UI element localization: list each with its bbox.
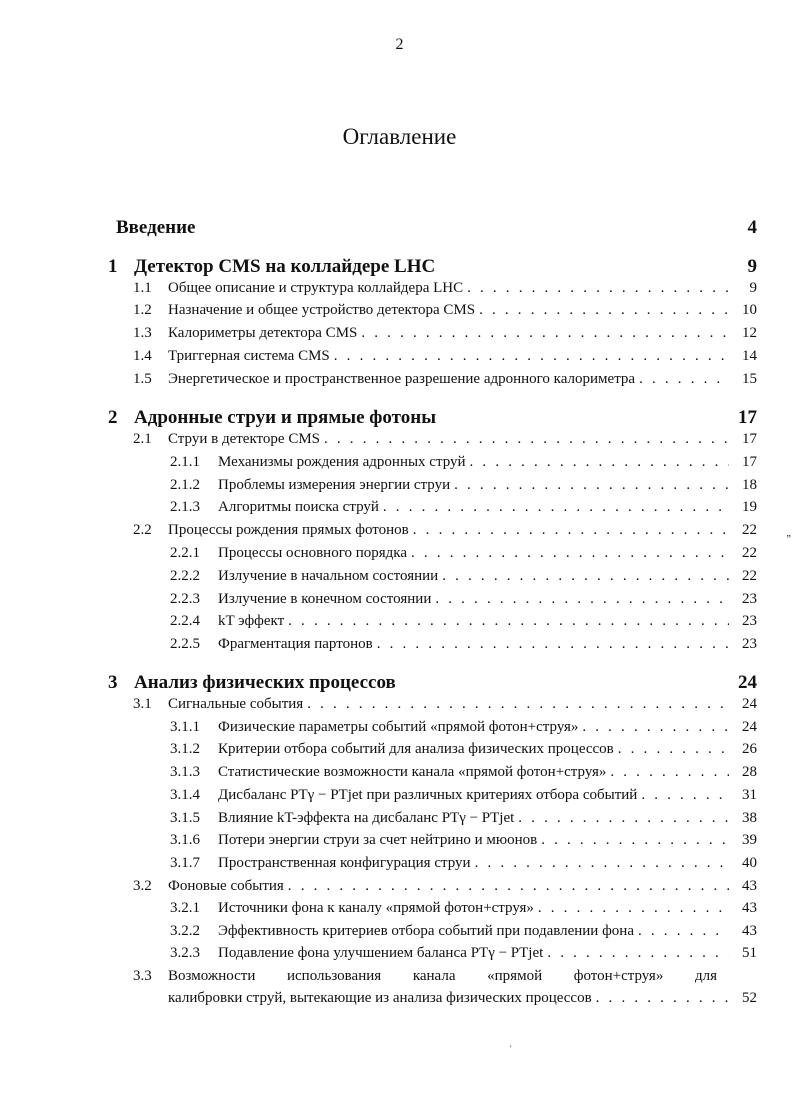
section-page: 26 <box>742 741 757 757</box>
dot-leader <box>475 855 729 872</box>
section-number: 2.2 <box>133 522 152 538</box>
section-page: 22 <box>742 545 757 561</box>
toc-chapter-1[interactable] <box>108 256 757 278</box>
toc-subsection[interactable] <box>170 741 757 763</box>
chapter-page: 24 <box>738 672 757 693</box>
section-number: 2.1.2 <box>170 477 200 493</box>
dot-leader <box>541 832 729 849</box>
section-page: 19 <box>742 499 757 515</box>
section-title: Потери энергии струи за счет нейтрино и мюонов <box>218 832 538 848</box>
chapter-number: 3 <box>108 672 118 693</box>
chapter-title: Адронные струи и прямые фотоны <box>134 407 437 428</box>
section-title: Фрагментация партонов <box>218 636 373 652</box>
section-number: 3.1.3 <box>170 764 200 780</box>
section-page: 14 <box>742 348 757 364</box>
section-title: Назначение и общее устройство детектора CMS <box>168 302 476 318</box>
dot-leader <box>639 371 729 388</box>
toc-chapter-2[interactable] <box>108 407 757 429</box>
section-page: 22 <box>742 522 757 538</box>
section-number: 1.5 <box>133 371 152 387</box>
toc-entry-page: 4 <box>747 217 757 238</box>
section-title: Процессы основного порядка <box>218 545 408 561</box>
dot-leader <box>307 696 729 713</box>
section-page: 31 <box>742 787 757 803</box>
section-page: 17 <box>742 454 757 470</box>
chapter-title: Анализ физических процессов <box>134 672 396 693</box>
section-number: 1.1 <box>133 280 152 296</box>
toc-section[interactable] <box>133 696 757 718</box>
section-title: Сигнальные события <box>168 696 304 712</box>
section-number: 3.2.2 <box>170 923 200 939</box>
section-number: 2.2.1 <box>170 545 200 561</box>
dot-leader <box>467 280 729 297</box>
dot-leader <box>334 348 729 365</box>
toc-section-continuation[interactable] <box>168 990 757 1012</box>
toc-subsection[interactable] <box>170 454 757 476</box>
section-number: 3.1.2 <box>170 741 200 757</box>
dot-leader <box>610 764 729 781</box>
section-number: 1.4 <box>133 348 152 364</box>
section-number: 3.1.7 <box>170 855 200 871</box>
toc-subsection[interactable] <box>170 719 757 741</box>
section-title: Фоновые события <box>168 878 284 894</box>
section-title: Проблемы измерения энергии струи <box>218 477 451 493</box>
section-number: 3.3 <box>133 968 152 984</box>
section-number: 1.2 <box>133 302 152 318</box>
section-title: Возможности использования канала «прямой фотон+струя» для <box>168 968 717 984</box>
section-number: 3.1 <box>133 696 152 712</box>
section-page: 12 <box>742 325 757 341</box>
section-page: 43 <box>742 878 757 894</box>
toc-section[interactable] <box>133 325 757 347</box>
section-title: Излучение в конечном состоянии <box>218 591 432 607</box>
section-title: Триггерная система CMS <box>168 348 330 364</box>
section-title: Критерии отбора событий для анализа физических процессов <box>218 741 614 757</box>
section-number: 3.1.1 <box>170 719 200 735</box>
section-number: 3.2.1 <box>170 900 200 916</box>
section-page: 15 <box>742 371 757 387</box>
dot-leader <box>324 431 729 448</box>
section-page: 39 <box>742 832 757 848</box>
section-title: Подавление фона улучшением баланса PTγ − PTjet <box>218 945 544 961</box>
toc-subsection[interactable] <box>170 477 757 499</box>
section-page: 17 <box>742 431 757 447</box>
dot-leader <box>288 613 729 630</box>
dot-leader <box>518 810 729 827</box>
toc-subsection[interactable] <box>170 810 757 832</box>
dot-leader <box>582 719 729 736</box>
section-page: 28 <box>742 764 757 780</box>
dot-leader <box>538 900 729 917</box>
toc-section[interactable] <box>133 522 757 544</box>
dot-leader <box>618 741 729 758</box>
section-title: Статистические возможности канала «прямой фотон+струя» <box>218 764 607 780</box>
section-title: Энергетическое и пространственное разрешение адронного калориметра <box>168 371 636 387</box>
section-page: 22 <box>742 568 757 584</box>
toc-subsection[interactable] <box>170 568 757 590</box>
section-number: 3.1.5 <box>170 810 200 826</box>
toc-subsection[interactable] <box>170 787 757 809</box>
dot-leader <box>547 945 729 962</box>
section-page: 52 <box>742 990 757 1006</box>
section-page: 43 <box>742 900 757 916</box>
section-page: 23 <box>742 636 757 652</box>
page-number: 2 <box>395 36 404 53</box>
section-number: 2.1.3 <box>170 499 200 515</box>
dot-leader <box>377 636 729 653</box>
section-number: 2.2.5 <box>170 636 200 652</box>
section-title: Эффективность критериев отбора событий при подавлении фона <box>218 923 634 939</box>
dot-leader <box>413 522 729 539</box>
toc-subsection[interactable] <box>170 499 757 521</box>
section-number: 2.1 <box>133 431 152 447</box>
chapter-page: 17 <box>738 407 757 428</box>
section-number: 3.1.4 <box>170 787 200 803</box>
section-title-continuation: калибровки струй, вытекающие из анализа физических процессов <box>168 990 592 1006</box>
section-page: 9 <box>749 280 757 296</box>
section-page: 24 <box>742 696 757 712</box>
toc-subsection[interactable] <box>170 923 757 945</box>
toc-section[interactable] <box>133 302 757 324</box>
section-number: 3.1.6 <box>170 832 200 848</box>
section-title: Струи в детекторе CMS <box>168 431 320 447</box>
scan-mark: ' <box>510 1044 512 1053</box>
toc-subsection[interactable] <box>170 945 757 967</box>
section-title: Влияние kT-эффекта на дисбаланс PTγ − PTjet <box>218 810 515 826</box>
toc-intro[interactable] <box>116 217 757 239</box>
section-page: 18 <box>742 477 757 493</box>
dot-leader <box>361 325 729 342</box>
section-title: Пространственная конфигурация струи <box>218 855 471 871</box>
toc-subsection[interactable] <box>170 636 757 658</box>
toc-section[interactable] <box>133 348 757 370</box>
section-title: Физические параметры событий «прямой фотон+струя» <box>218 719 579 735</box>
chapter-number: 1 <box>108 256 118 277</box>
section-number: 3.2.3 <box>170 945 200 961</box>
section-title: Алгоритмы поиска струй <box>218 499 379 515</box>
dot-leader <box>288 878 729 895</box>
dot-leader <box>596 990 729 1007</box>
section-page: 38 <box>742 810 757 826</box>
chapter-number: 2 <box>108 407 118 428</box>
toc-entry-title: Введение <box>116 217 196 238</box>
toc-section[interactable] <box>133 431 757 453</box>
section-title: Процессы рождения прямых фотонов <box>168 522 409 538</box>
section-title: Общее описание и структура коллайдера LHC <box>168 280 464 296</box>
dot-leader <box>454 477 729 494</box>
toc-section[interactable] <box>133 968 757 990</box>
toc-section[interactable] <box>133 371 757 393</box>
dot-leader <box>435 591 729 608</box>
section-page: 51 <box>742 945 757 961</box>
section-number: 2.1.1 <box>170 454 200 470</box>
dot-leader <box>479 302 729 319</box>
dot-leader <box>470 454 729 471</box>
section-title: Источники фона к каналу «прямой фотон+струя» <box>218 900 534 916</box>
chapter-title: Детектор CMS на коллайдере LHC <box>134 256 436 277</box>
toc-subsection[interactable] <box>170 545 757 567</box>
section-title: Механизмы рождения адронных струй <box>218 454 466 470</box>
section-number: 3.2 <box>133 878 152 894</box>
dot-leader <box>638 923 729 940</box>
chapter-page: 9 <box>747 256 757 277</box>
dot-leader <box>641 787 729 804</box>
dot-leader <box>411 545 729 562</box>
toc-subsection[interactable] <box>170 591 757 613</box>
toc-title: Оглавление <box>342 124 457 149</box>
dot-leader <box>442 568 729 585</box>
section-page: 24 <box>742 719 757 735</box>
section-number: 2.2.4 <box>170 613 200 629</box>
toc-section[interactable] <box>133 280 757 302</box>
section-title: Калориметры детектора CMS <box>168 325 358 341</box>
toc-subsection[interactable] <box>170 900 757 922</box>
section-page: 23 <box>742 613 757 629</box>
toc-subsection[interactable] <box>170 613 757 635</box>
toc-subsection[interactable] <box>170 832 757 854</box>
section-title: Дисбаланс PTγ − PTjet при различных критериях отбора событий <box>218 787 638 803</box>
section-number: 2.2.3 <box>170 591 200 607</box>
section-page: 40 <box>742 855 757 871</box>
section-page: 43 <box>742 923 757 939</box>
section-title: kT эффект <box>218 613 285 629</box>
toc-subsection[interactable] <box>170 764 757 786</box>
section-title: Излучение в начальном состоянии <box>218 568 439 584</box>
section-number: 2.2.2 <box>170 568 200 584</box>
toc-chapter-3[interactable] <box>108 672 757 694</box>
section-number: 1.3 <box>133 325 152 341</box>
section-page: 23 <box>742 591 757 607</box>
section-page: 10 <box>742 302 757 318</box>
margin-mark: ” <box>786 534 791 545</box>
toc-subsection[interactable] <box>170 855 757 877</box>
toc-section[interactable] <box>133 878 757 900</box>
dot-leader <box>383 499 729 516</box>
